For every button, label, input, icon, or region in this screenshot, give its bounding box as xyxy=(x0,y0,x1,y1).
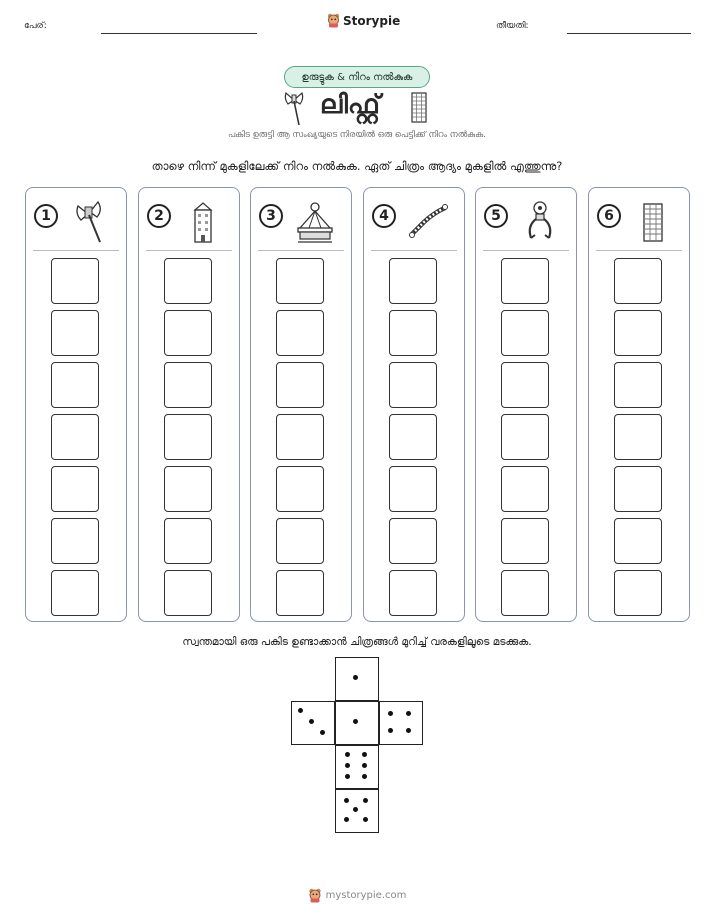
dice-pip xyxy=(309,719,314,724)
column-number: 2 xyxy=(147,204,171,228)
color-box[interactable] xyxy=(276,518,324,564)
dice-face-three xyxy=(291,701,335,745)
dice-pip xyxy=(344,817,349,822)
color-box[interactable] xyxy=(614,310,662,356)
dice-pip xyxy=(298,708,303,713)
dice-pip xyxy=(362,752,367,757)
skyscraper-icon xyxy=(633,198,673,244)
dice-net xyxy=(291,655,426,835)
color-box[interactable] xyxy=(51,310,99,356)
color-box[interactable] xyxy=(389,466,437,512)
page-title: ലിഫ്റ്റ് xyxy=(320,90,380,120)
color-box[interactable] xyxy=(501,414,549,460)
name-label: പേര്: xyxy=(24,21,47,31)
color-box[interactable] xyxy=(614,414,662,460)
dice-pip xyxy=(362,774,367,779)
dice-pip xyxy=(388,728,393,733)
column-number: 3 xyxy=(259,204,283,228)
color-box[interactable] xyxy=(614,466,662,512)
dice-pip xyxy=(353,719,358,724)
color-box[interactable] xyxy=(164,518,212,564)
brand-name: Storypie xyxy=(343,13,401,28)
column-divider xyxy=(258,250,344,251)
column-divider xyxy=(483,250,569,251)
lift-platform-icon xyxy=(295,198,335,244)
color-box[interactable] xyxy=(389,362,437,408)
color-box[interactable] xyxy=(51,466,99,512)
dice-pip xyxy=(353,675,358,680)
dice-pip xyxy=(320,730,325,735)
color-box[interactable] xyxy=(501,570,549,616)
color-box[interactable] xyxy=(51,518,99,564)
column-number: 5 xyxy=(484,204,508,228)
dice-pip xyxy=(406,728,411,733)
color-box[interactable] xyxy=(51,362,99,408)
color-box[interactable] xyxy=(389,414,437,460)
bear-mascot-icon xyxy=(308,888,322,903)
color-box[interactable] xyxy=(389,518,437,564)
color-box[interactable] xyxy=(164,310,212,356)
footer xyxy=(0,888,714,903)
column-divider xyxy=(371,250,457,251)
dice-pip xyxy=(344,798,349,803)
color-box[interactable] xyxy=(501,466,549,512)
column-number: 4 xyxy=(372,204,396,228)
color-box[interactable] xyxy=(164,258,212,304)
dice-face-one xyxy=(335,701,379,745)
color-box[interactable] xyxy=(501,310,549,356)
color-box[interactable] xyxy=(276,310,324,356)
column-3 xyxy=(250,187,352,622)
color-box[interactable] xyxy=(164,466,212,512)
axe-icon xyxy=(283,89,305,127)
date-label: തീയതി: xyxy=(496,21,529,31)
column-number: 6 xyxy=(597,204,621,228)
color-box[interactable] xyxy=(164,362,212,408)
name-line[interactable] xyxy=(101,33,257,34)
color-box[interactable] xyxy=(501,362,549,408)
dice-face-six xyxy=(335,745,379,789)
question-text: താഴെ നിന്ന് മുകളിലേക്ക് നിറം നൽകുക. ഏത് ചിത്രം ആദ്യം മുകളിൽ എത്തുന്നു? xyxy=(151,159,563,173)
dice-pip xyxy=(363,798,368,803)
column-4 xyxy=(363,187,465,622)
tower-building-icon xyxy=(183,198,223,244)
bear-mascot-icon xyxy=(327,13,340,28)
column-divider xyxy=(33,250,119,251)
brand-logo xyxy=(327,13,400,28)
dice-pip xyxy=(362,763,367,768)
dice-pip xyxy=(345,752,350,757)
column-2 xyxy=(138,187,240,622)
date-line[interactable] xyxy=(567,33,691,34)
color-box[interactable] xyxy=(389,258,437,304)
activity-tag: ഉരുട്ടുക & നിറം നൽകുക xyxy=(284,66,430,88)
color-box[interactable] xyxy=(276,258,324,304)
skyscraper-icon xyxy=(411,91,427,123)
column-divider xyxy=(596,250,682,251)
column-5 xyxy=(475,187,577,622)
subtitle: പകിട ഉരുട്ടി ആ സംഖ്യയുടെ നിരയിൽ ഒരു പെട്ടിക്ക് നിറം നൽകുക. xyxy=(228,130,486,140)
dice-instruction: സ്വന്തമായി ഒരു പകിട ഉണ്ടാക്കാൻ ചിത്രങ്ങൾ മുറിച്ച് വരകളിലൂടെ മടക്കുക. xyxy=(182,636,532,648)
color-box[interactable] xyxy=(614,362,662,408)
color-box[interactable] xyxy=(51,258,99,304)
dice-pip xyxy=(363,817,368,822)
color-box[interactable] xyxy=(276,362,324,408)
column-6 xyxy=(588,187,690,622)
rope-icon xyxy=(408,198,448,244)
axe-icon xyxy=(70,198,110,244)
color-box[interactable] xyxy=(614,258,662,304)
color-box[interactable] xyxy=(614,518,662,564)
color-box[interactable] xyxy=(389,570,437,616)
column-divider xyxy=(146,250,232,251)
color-box[interactable] xyxy=(51,414,99,460)
dice-pip xyxy=(345,774,350,779)
column-number: 1 xyxy=(34,204,58,228)
color-box[interactable] xyxy=(501,518,549,564)
color-box[interactable] xyxy=(614,570,662,616)
dice-face-four xyxy=(379,701,423,745)
color-box[interactable] xyxy=(164,570,212,616)
dice-pip xyxy=(353,807,358,812)
color-box[interactable] xyxy=(276,570,324,616)
footer-link[interactable]: mystorypie.com xyxy=(325,890,407,901)
color-box[interactable] xyxy=(164,414,212,460)
color-box[interactable] xyxy=(501,258,549,304)
color-box[interactable] xyxy=(389,310,437,356)
column-1 xyxy=(25,187,127,622)
claw-grabber-icon xyxy=(520,198,560,244)
color-box[interactable] xyxy=(51,570,99,616)
color-box[interactable] xyxy=(276,414,324,460)
dice-pip xyxy=(406,711,411,716)
dice-pip xyxy=(345,763,350,768)
dice-face-one xyxy=(335,657,379,701)
dice-pip xyxy=(388,711,393,716)
color-box[interactable] xyxy=(276,466,324,512)
dice-face-five xyxy=(335,789,379,833)
